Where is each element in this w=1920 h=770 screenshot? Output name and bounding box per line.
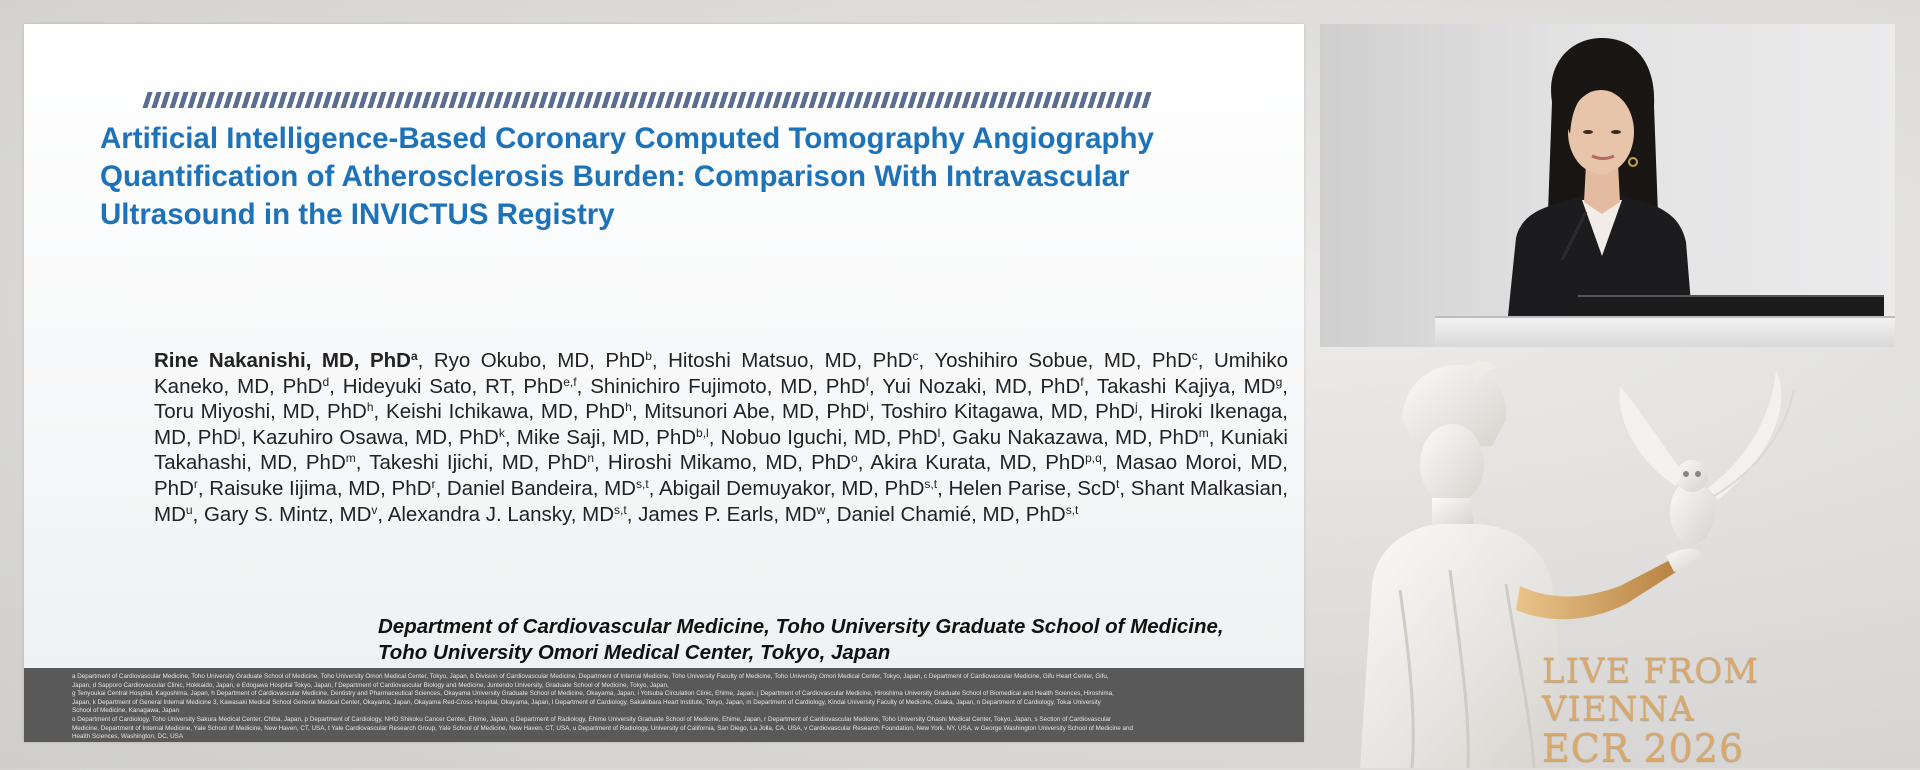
author-name: Alexandra J. Lansky, MD$^{s,t}$ xyxy=(387,502,627,526)
author-name: Gaku Nakazawa, MD, PhD$^m$ xyxy=(952,425,1209,449)
title-line: Ultrasound in the INVICTUS Registry xyxy=(100,198,615,231)
author-affiliation-mark: w xyxy=(816,502,826,517)
author-affiliation-mark: b,l xyxy=(696,425,709,440)
author-name: Keishi Ichikawa, MD, PhD$^h$ xyxy=(386,400,632,424)
author-affiliation-mark: s,t xyxy=(924,476,938,491)
footnote-line: Japan, k Department of General Internal Medicine 3, Kawasaki Medical School General Medical Center, Okayama, Japan, Okayama Red-Cross Hospital, Okayama, Japan, l Department of Cardiology, Sakakibara Heart Institute, Tokyo, Japan, m Department of Cardiology, Kindai University Faculty of Medicine, Osaka, Japan, n Department of Cardiology, Tokai University xyxy=(72,698,1101,706)
live-from-vienna-logo xyxy=(1542,652,1895,768)
author-affiliation-mark: f xyxy=(865,374,870,389)
author-affiliation-mark: c xyxy=(1191,349,1198,363)
author-name: Hideyuki Sato, RT, PhD$^{e,f}$ xyxy=(342,374,577,398)
footnote-line: Health Sciences, Washington, DC, USA xyxy=(72,733,184,741)
author-name: Daniel Bandeira, MD$^{s,t}$ xyxy=(446,476,649,500)
author-affiliation-mark: i xyxy=(866,400,869,415)
author-affiliation-mark: c xyxy=(912,349,919,363)
department-affiliation xyxy=(378,614,1298,666)
author-affiliation-mark: n xyxy=(587,451,595,466)
author-affiliation-mark: e,f xyxy=(563,374,577,389)
author-affiliation-mark: k xyxy=(498,425,505,440)
author-affiliation-mark: p,q xyxy=(1085,451,1102,466)
author-affiliation-mark: o xyxy=(851,451,858,466)
author-name: Shinichiro Fujimoto, MD, PhD$^f$ xyxy=(590,374,870,398)
slide-title xyxy=(100,120,1300,234)
congress-branding xyxy=(1320,360,1895,768)
author-name: Mitsunori Abe, MD, PhD$^i$ xyxy=(644,400,869,424)
footnote-line: Medicine, Department of Internal Medicine, Yale School of Medicine, New Haven, CT, USA, t Yale Cardiovascular Research Group, Yale School of Medicine, New Haven, CT, USA, u Department of Radiology, University of California, San Diego, La Jolla, CA, USA, v Cardiovascular Research Foundation, New York, NY, USA, w George Washington University School of Medicine and xyxy=(72,724,1134,732)
author-name: Mike Saji, MD, PhD$^{b,l}$ xyxy=(516,425,709,449)
author-affiliation-mark: f xyxy=(1080,374,1084,389)
author-affiliation-mark: b xyxy=(645,349,652,363)
footnote-line: a Department of Cardiovascular Medicine, Toho University Graduate School of Medicine, Toho University Omori Medical Center, Tokyo, Japan, b Division of Cardiovascular Medicine, Department of Internal Medicine, Toho University Faculty of Medicine, Toho University Omori Medical Center, Tokyo, Japan, c Department of Cardiovascular Medicine, Gifu Heart Center, Gifu, xyxy=(72,673,1109,680)
author-list: Rine Nakanishi, MD, PhD$^a$, Ryo Okubo, MD, PhD$^b$, Hitoshi Matsuo, MD, PhD$^c$, Yoshihiro Sobue, MD, PhD$^c$, Umihiko Kaneko, MD, PhD$^d$, Hideyuki Sato, RT, PhD$^{e,f}$, Shinichiro Fujimoto, MD, PhD$^f$, Yui Nozaki, MD, PhD$^f$, Takashi Kajiya, $MD^g$, Toru Miyoshi, MD, PhD$^h$, Keishi Ichikawa, MD, PhD$^h$, Mitsunori Abe, MD, PhD$^i$, Toshiro Kitagawa, MD, PhD$^j$, Hiroki Ikenaga, MD, PhD$^j$, Kazuhiro Osawa, MD, PhD$^k$, Mike Saji, MD, PhD$^{b,l}$, Nobuo Iguchi, MD, PhD$^l$, Gaku Nakazawa, MD, PhD$^m$, Kuniaki Takahashi, MD, PhD$^m$, Takeshi Ijichi, MD, PhD$^n$, Hiroshi Mikamo, MD, PhD$^o$, Akira Kurata, MD, PhD$^{p,q}$, Masao Moroi, MD, PhD$^r$, Raisuke Iijima, MD, PhD$^r$, Daniel Bandeira, MD$^{s,t}$, Abigail Demuyakor, MD, PhD$^{s,t}$, Helen Parise, ScD$^t$, Shant Malkasian, $MD^u$, Gary S. Mintz, $MD^v$, Alexandra J. Lansky, MD$^{s,t}$, James P. Earls, $MD^w$, Daniel Chamié, MD, PhD$^{s,t}$ xyxy=(154,349,1288,526)
author-name: Rine Nakanishi, MD, PhD$^a$ xyxy=(154,349,418,372)
author-affiliation-mark: h xyxy=(366,400,374,415)
author-affiliation-mark: j xyxy=(1135,400,1138,415)
footnote-line: o Department of Cardiology, Toho University Sakura Medical Center, Chiba, Japan, p Department of Cardiology, NHO Shikoku Cancer Center, Ehime, Japan, q Department of Radiology, Ehime University Graduate School of Medicine, Ehime, Japan, r Department of Cardiovascular Medicine, Toho University Ohashi Medical Center, Tokyo, Japan, s Section of Cardiovascular xyxy=(72,715,1112,723)
author-affiliation-mark: v xyxy=(371,502,378,517)
author-name: Umihiko Kaneko, MD, PhD$^d$ xyxy=(154,349,1288,398)
author-name: Yoshihiro Sobue, MD, PhD$^c$ xyxy=(934,349,1198,372)
author-name: Gary S. Mintz, $MD^v$ xyxy=(203,502,378,526)
author-name: Daniel Chamié, MD, PhD$^{s,t}$ xyxy=(836,502,1079,526)
podium-monitor xyxy=(1578,295,1884,318)
author-affiliation-mark: s,t xyxy=(636,476,649,491)
author-name: Hiroki Ikenaga, MD, PhD$^j$ xyxy=(154,400,1288,449)
author-name: Toru Miyoshi, MD, PhD$^h$ xyxy=(154,400,374,424)
author-affiliation-mark: g xyxy=(1275,374,1283,389)
author-affiliation-mark: d xyxy=(322,374,330,389)
author-name: Akira Kurata, MD, PhD$^{p,q}$ xyxy=(870,451,1102,475)
presentation-slide xyxy=(24,24,1304,742)
podium xyxy=(1435,316,1895,347)
author-name: Ryo Okubo, MD, PhD$^b$ xyxy=(433,349,652,372)
presenter-video xyxy=(1320,24,1895,347)
author-name: Takeshi Ijichi, MD, PhD$^n$ xyxy=(369,451,595,475)
author-name: Kazuhiro Osawa, MD, PhD$^k$ xyxy=(252,425,505,449)
department-line: Toho University Omori Medical Center, Tokyo, Japan xyxy=(378,641,891,664)
author-affiliation-mark: l xyxy=(937,425,941,440)
author-name: Nobuo Iguchi, MD, PhD$^l$ xyxy=(720,425,941,449)
author-name: Raisuke Iijima, MD, PhD$^r$ xyxy=(209,476,436,500)
author-name: James P. Earls, $MD^w$ xyxy=(638,502,826,526)
author-name: Shant Malkasian, $MD^u$ xyxy=(154,476,1288,526)
author-affiliation-mark: t xyxy=(1115,476,1120,491)
author-name: Kuniaki Takahashi, MD, PhD$^m$ xyxy=(154,425,1288,475)
author-name: Hitoshi Matsuo, MD, PhD$^c$ xyxy=(668,349,919,372)
author-affiliation-mark: m xyxy=(345,451,356,466)
author-affiliation-mark: s,t xyxy=(1065,502,1079,517)
title-line: Artificial Intelligence-Based Coronary Computed Tomography Angiography xyxy=(100,122,1154,155)
department-line: Department of Cardiovascular Medicine, Toho University Graduate School of Medicine, xyxy=(378,615,1224,638)
author-affiliation-mark: r xyxy=(193,476,198,491)
author-name: Toshiro Kitagawa, MD, PhD$^j$ xyxy=(881,400,1138,424)
author-affiliation-mark: h xyxy=(625,400,632,415)
affiliation-footnotes xyxy=(24,668,1304,742)
branding-line-1: LIVE FROM VIENNA xyxy=(1542,651,1760,729)
title-line: Quantification of Atherosclerosis Burden: Comparison With Intravascular xyxy=(100,160,1130,193)
branding-line-2: ECR 2026 xyxy=(1542,726,1745,770)
footnote-line: g Tenyoukai Central Hospital, Kagoshima, Japan, h Department of Cardiovascular Medicine, Dentistry and Pharmaceutical Sciences, Okayama University Graduate School of Medicine, Okayama, Japan, i Yotsuba Circulation Clinic, Ehime, Japan, j Department of Cardiovascular Medicine, Hiroshima University Graduate School of Biomedical and Health Sciences, Hiroshima, xyxy=(72,690,1114,698)
author-name: Takashi Kajiya, $MD^g$ xyxy=(1096,374,1283,398)
decorative-stripe xyxy=(142,92,1153,108)
author-name: Masao Moroi, MD, PhD$^r$ xyxy=(154,451,1288,500)
author-name: Abigail Demuyakor, MD, PhD$^{s,t}$ xyxy=(658,476,938,500)
author-name: Hiroshi Mikamo, MD, PhD$^o$ xyxy=(607,451,858,475)
author-name: Yui Nozaki, MD, PhD$^f$ xyxy=(882,374,1084,398)
footnote-line: School of Medicine, Kanagawa, Japan xyxy=(72,707,180,715)
author-affiliation-mark: j xyxy=(237,425,241,440)
author-affiliation-mark: m xyxy=(1198,425,1209,440)
author-affiliation-mark: s,t xyxy=(614,502,627,517)
author-name: Helen Parise, ScD$^t$ xyxy=(948,476,1120,500)
author-affiliation-mark: a xyxy=(410,349,418,363)
footnote-line: Japan, d Sapporo Cardiovascular Clinic, Hokkaido, Japan, e Edogawa Hospital Tokyo, Japan, f Department of Cardiovascular Biology and Medicine, Juntendo University, Graduate School of Medicine, Tokyo, Japan, xyxy=(72,681,669,689)
author-affiliation-mark: u xyxy=(185,502,193,517)
author-affiliation-mark: r xyxy=(431,476,436,491)
